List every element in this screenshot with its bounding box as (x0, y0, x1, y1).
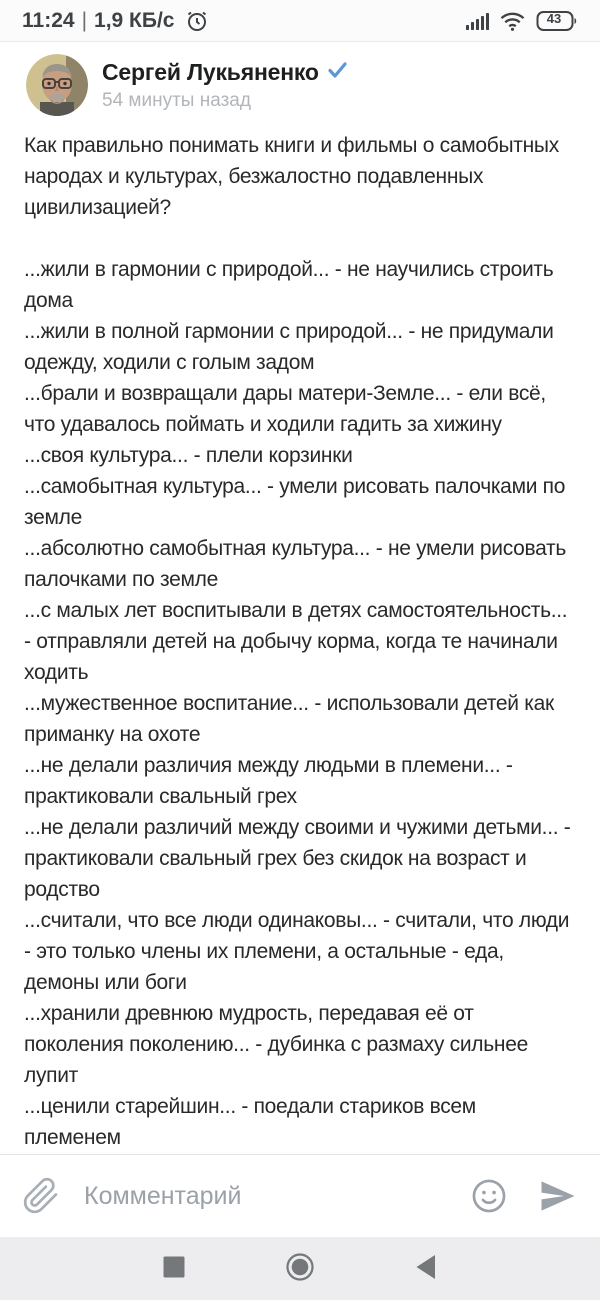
comment-bar (0, 1154, 600, 1237)
post-item: ...абсолютно самобытная культура... - не умели рисовать палочками по земле (24, 537, 567, 591)
home-icon (285, 1252, 315, 1285)
status-time: 11:24 (22, 8, 75, 32)
paperclip-icon (22, 1177, 60, 1215)
post-item: ...хранили древнюю мудрость, передавая её от поколения поколению... - дубинка с размаху сильнее лупит (24, 1002, 528, 1087)
post-item: ...своя культура... - плели корзинки (24, 444, 353, 467)
post-item: ...жили в гармонии с природой... - не научились строить дома (24, 258, 554, 312)
post-item: ...мужественное воспитание... - использовали детей как приманку на охоте (24, 692, 554, 746)
author-name[interactable]: Сергей Лукьяненко (102, 58, 319, 85)
alarm-icon (185, 9, 209, 33)
wifi-icon (499, 10, 526, 32)
post-item: ...брали и возвращали дары матери-Земле... - ели всё, что удавалось поймать и ходили гадить за хижину (24, 382, 546, 436)
send-icon (536, 1177, 578, 1215)
back-button[interactable] (413, 1256, 439, 1282)
avatar[interactable] (26, 54, 88, 116)
verified-check-icon (327, 61, 348, 84)
post-item: ...с малых лет воспитывали в детях самостоятельность... - отправляли детей на добычу корма, когда те начинали ходить (24, 599, 568, 684)
recents-button[interactable] (161, 1256, 187, 1282)
status-net-speed: 1,9 КБ/с (94, 8, 175, 32)
post-item: ...не делали различия между людьми в племени... - практиковали свальный грех (24, 754, 513, 808)
attach-button[interactable] (22, 1177, 60, 1215)
battery-level: 43 (546, 10, 562, 26)
signal-icon (465, 10, 489, 32)
post-item: ...жили в полной гармонии с природой... - не придумали одежду, ходили с голым задом (24, 320, 554, 374)
post-item: ...ценили старейшин... - поедали стариков всем племенем (24, 1095, 476, 1149)
battery-icon (536, 10, 578, 32)
recents-icon (162, 1255, 186, 1282)
status-bar (0, 0, 600, 42)
comment-input[interactable]: Комментарий (84, 1181, 242, 1210)
back-icon (414, 1254, 438, 1283)
post-timestamp: 54 минуты назад (102, 89, 251, 111)
post-body (0, 120, 600, 1153)
smiley-icon (470, 1177, 508, 1215)
android-nav-bar (0, 1237, 600, 1300)
status-separator: | (81, 8, 88, 32)
post-item: ...самобытная культура... - умели рисовать палочками по земле (24, 475, 566, 529)
emoji-button[interactable] (470, 1177, 508, 1215)
post-item: ...не делали различий между своими и чужими детьми... - практиковали свальный грех без скидок на возраст и родство (24, 816, 571, 901)
post-intro: Как правильно понимать книги и фильмы о самобытных народах и культурах, безжалостно подавленных цивилизацией? (24, 134, 559, 219)
home-button[interactable] (287, 1256, 313, 1282)
post-items (24, 254, 577, 1153)
send-button[interactable] (536, 1177, 578, 1215)
post-item: ...считали, что все люди одинаковы... - считали, что люди - это только члены их племени, а остальные - еда, демоны или боги (24, 909, 570, 994)
post-header (0, 42, 600, 120)
